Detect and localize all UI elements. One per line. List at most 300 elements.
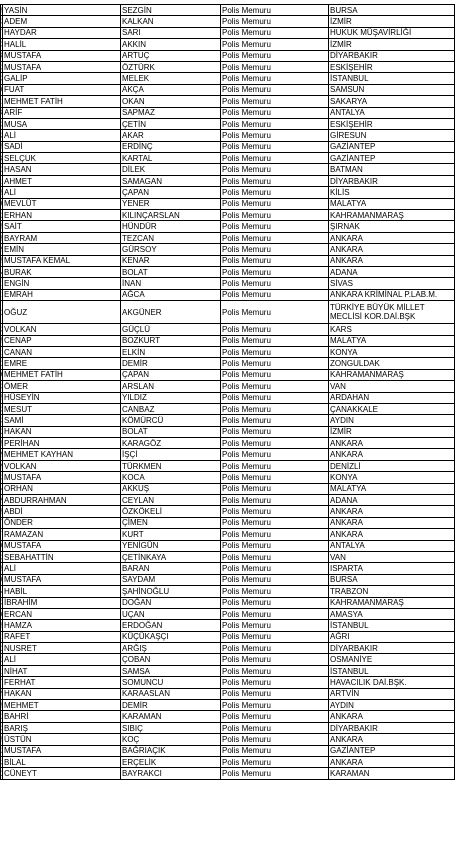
table-row	[1, 654, 455, 665]
table-row	[1, 301, 455, 324]
title-cell: Polis Memuru	[221, 517, 329, 528]
title-cell: Polis Memuru	[221, 551, 329, 562]
table-row	[1, 392, 455, 403]
first-name-cell: RAMAZAN	[3, 529, 121, 540]
first-name-cell: MESUT	[3, 403, 121, 414]
title-cell: Polis Memuru	[221, 563, 329, 574]
first-name-cell: İBRAHİM	[3, 597, 121, 608]
last-name-cell: KARAASLAN	[121, 688, 221, 699]
title-cell: Polis Memuru	[221, 415, 329, 426]
first-name-cell: MUSTAFA	[3, 540, 121, 551]
table-row	[1, 449, 455, 460]
unit-cell: KAHRAMANMARAŞ	[329, 210, 455, 221]
table-row	[1, 5, 455, 16]
first-name-cell: CANAN	[3, 346, 121, 357]
first-name-cell: ENGİN	[3, 278, 121, 289]
table-row	[1, 677, 455, 688]
unit-cell: ANKARA	[329, 757, 455, 768]
table-row	[1, 232, 455, 243]
unit-cell: KAHRAMANMARAŞ	[329, 597, 455, 608]
table-row	[1, 643, 455, 654]
first-name-cell: ADEM	[3, 16, 121, 27]
title-cell: Polis Memuru	[221, 574, 329, 585]
table-row	[1, 631, 455, 642]
unit-cell: ANKARA	[329, 711, 455, 722]
first-name-cell: HAKAN	[3, 426, 121, 437]
table-row	[1, 244, 455, 255]
title-cell: Polis Memuru	[221, 278, 329, 289]
unit-cell: DİYARBAKIR	[329, 722, 455, 733]
table-row	[1, 153, 455, 164]
table-row	[1, 529, 455, 540]
first-name-cell: ERHAN	[3, 210, 121, 221]
title-cell: Polis Memuru	[221, 153, 329, 164]
table-row	[1, 483, 455, 494]
unit-cell: OSMANİYE	[329, 654, 455, 665]
unit-cell: İZMİR	[329, 16, 455, 27]
table-row	[1, 358, 455, 369]
table-row	[1, 289, 455, 300]
first-name-cell: MEHMET FATİH	[3, 96, 121, 107]
first-name-cell: MUSTAFA	[3, 745, 121, 756]
table-row	[1, 266, 455, 277]
first-name-cell: HAKAN	[3, 688, 121, 699]
title-cell: Polis Memuru	[221, 722, 329, 733]
first-name-cell: ORHAN	[3, 483, 121, 494]
table-row	[1, 198, 455, 209]
first-name-cell: SAİT	[3, 221, 121, 232]
unit-cell: KONYA	[329, 346, 455, 357]
table-row	[1, 574, 455, 585]
table-row	[1, 711, 455, 722]
title-cell: Polis Memuru	[221, 61, 329, 72]
title-cell: Polis Memuru	[221, 757, 329, 768]
first-name-cell: ABDURRAHMAN	[3, 495, 121, 506]
unit-cell: ADANA	[329, 495, 455, 506]
unit-cell: İZMİR	[329, 39, 455, 50]
title-cell: Polis Memuru	[221, 472, 329, 483]
first-name-cell: VOLKAN	[3, 324, 121, 335]
first-name-cell: ÜSTÜN	[3, 734, 121, 745]
table-row	[1, 73, 455, 84]
unit-cell: MALATYA	[329, 198, 455, 209]
title-cell: Polis Memuru	[221, 745, 329, 756]
unit-cell: ARDAHAN	[329, 392, 455, 403]
unit-cell: KARS	[329, 324, 455, 335]
unit-cell: DİYARBAKIR	[329, 643, 455, 654]
first-name-cell: HAMZA	[3, 620, 121, 631]
table-row	[1, 768, 455, 779]
title-cell: Polis Memuru	[221, 438, 329, 449]
first-name-cell: CENAP	[3, 335, 121, 346]
first-name-cell: HÜSEYİN	[3, 392, 121, 403]
unit-cell: AYDIN	[329, 700, 455, 711]
first-name-cell: AHMET	[3, 175, 121, 186]
last-name-cell: SOMUNCU	[121, 677, 221, 688]
first-name-cell: FERHAT	[3, 677, 121, 688]
unit-cell: DENİZLİ	[329, 460, 455, 471]
title-cell: Polis Memuru	[221, 198, 329, 209]
unit-cell: ANKARA	[329, 517, 455, 528]
last-name-cell: AĞCA	[121, 289, 221, 300]
last-name-cell: YILDIZ	[121, 392, 221, 403]
table-row	[1, 369, 455, 380]
unit-cell: İZMİR	[329, 426, 455, 437]
title-cell: Polis Memuru	[221, 631, 329, 642]
table-row	[1, 745, 455, 756]
unit-cell: GAZİANTEP	[329, 745, 455, 756]
last-name-cell: KARTAL	[121, 153, 221, 164]
last-name-cell: CEYLAN	[121, 495, 221, 506]
title-cell: Polis Memuru	[221, 358, 329, 369]
table-row	[1, 346, 455, 357]
first-name-cell: SELÇUK	[3, 153, 121, 164]
unit-cell: ADANA	[329, 266, 455, 277]
title-cell: Polis Memuru	[221, 141, 329, 152]
first-name-cell: SAMİ	[3, 415, 121, 426]
last-name-cell: DEMİR	[121, 358, 221, 369]
first-name-cell: ALİ	[3, 187, 121, 198]
unit-cell: VAN	[329, 551, 455, 562]
title-cell: Polis Memuru	[221, 529, 329, 540]
first-name-cell: BURAK	[3, 266, 121, 277]
last-name-cell: İNAN	[121, 278, 221, 289]
table-row	[1, 665, 455, 676]
first-name-cell: MUSTAFA	[3, 61, 121, 72]
title-cell: Polis Memuru	[221, 665, 329, 676]
unit-cell: AYDIN	[329, 415, 455, 426]
table-row	[1, 495, 455, 506]
last-name-cell: KILINÇARSLAN	[121, 210, 221, 221]
last-name-cell: KÜÇÜKAŞÇI	[121, 631, 221, 642]
unit-cell: ANKARA	[329, 529, 455, 540]
first-name-cell: EMİN	[3, 244, 121, 255]
title-cell: Polis Memuru	[221, 335, 329, 346]
unit-cell: ZONGULDAK	[329, 358, 455, 369]
unit-cell: ÇANAKKALE	[329, 403, 455, 414]
title-cell: Polis Memuru	[221, 768, 329, 779]
title-cell: Polis Memuru	[221, 27, 329, 38]
last-name-cell: ERÇELİK	[121, 757, 221, 768]
table-row	[1, 27, 455, 38]
last-name-cell: ŞAHİNOĞLU	[121, 586, 221, 597]
last-name-cell: DİLEK	[121, 164, 221, 175]
unit-cell: GİRESUN	[329, 130, 455, 141]
table-row	[1, 415, 455, 426]
last-name-cell: AKKIN	[121, 39, 221, 50]
first-name-cell: PERİHAN	[3, 438, 121, 449]
unit-cell: ANKARA	[329, 244, 455, 255]
title-cell: Polis Memuru	[221, 96, 329, 107]
last-name-cell: ÇİMEN	[121, 517, 221, 528]
last-name-cell: KOÇ	[121, 734, 221, 745]
last-name-cell: YENİGÜN	[121, 540, 221, 551]
title-cell: Polis Memuru	[221, 232, 329, 243]
unit-cell: ESKİŞEHİR	[329, 118, 455, 129]
title-cell: Polis Memuru	[221, 130, 329, 141]
first-name-cell: ARİF	[3, 107, 121, 118]
title-cell: Polis Memuru	[221, 654, 329, 665]
last-name-cell: BARAN	[121, 563, 221, 574]
first-name-cell: NUSRET	[3, 643, 121, 654]
title-cell: Polis Memuru	[221, 426, 329, 437]
unit-cell: VAN	[329, 381, 455, 392]
unit-cell: KİLİS	[329, 187, 455, 198]
last-name-cell: DEMİR	[121, 700, 221, 711]
table-row	[1, 255, 455, 266]
table-row	[1, 96, 455, 107]
last-name-cell: KÖMÜRCÜ	[121, 415, 221, 426]
table-row	[1, 506, 455, 517]
unit-cell: AMASYA	[329, 608, 455, 619]
unit-cell: ARTVİN	[329, 688, 455, 699]
unit-cell: DİYARBAKIR	[329, 50, 455, 61]
title-cell: Polis Memuru	[221, 688, 329, 699]
first-name-cell: BİLAL	[3, 757, 121, 768]
unit-cell: ISPARTA	[329, 563, 455, 574]
first-name-cell: YASİN	[3, 5, 121, 16]
first-name-cell: CÜNEYT	[3, 768, 121, 779]
unit-cell: ANKARA	[329, 506, 455, 517]
table-row	[1, 426, 455, 437]
unit-cell: ANKARA	[329, 438, 455, 449]
first-name-cell: ALİ	[3, 654, 121, 665]
title-cell: Polis Memuru	[221, 187, 329, 198]
title-cell: Polis Memuru	[221, 586, 329, 597]
title-cell: Polis Memuru	[221, 403, 329, 414]
last-name-cell: SAMAGAN	[121, 175, 221, 186]
last-name-cell: AKÇA	[121, 84, 221, 95]
first-name-cell: ÖMER	[3, 381, 121, 392]
title-cell: Polis Memuru	[221, 734, 329, 745]
first-name-cell: EMRE	[3, 358, 121, 369]
first-name-cell: GALİP	[3, 73, 121, 84]
unit-cell: HUKUK MÜŞAVİRLİĞİ	[329, 27, 455, 38]
title-cell: Polis Memuru	[221, 5, 329, 16]
unit-cell: TRABZON	[329, 586, 455, 597]
last-name-cell: ÇOBAN	[121, 654, 221, 665]
first-name-cell: OĞUZ	[3, 301, 121, 324]
table-row	[1, 563, 455, 574]
last-name-cell: İŞÇİ	[121, 449, 221, 460]
unit-cell: MALATYA	[329, 335, 455, 346]
unit-cell: ESKİŞEHİR	[329, 61, 455, 72]
table-row	[1, 608, 455, 619]
last-name-cell: ARĞIŞ	[121, 643, 221, 654]
first-name-cell: BARIŞ	[3, 722, 121, 733]
title-cell: Polis Memuru	[221, 84, 329, 95]
unit-cell: ANKARA	[329, 734, 455, 745]
last-name-cell: CANBAZ	[121, 403, 221, 414]
first-name-cell: ABDİ	[3, 506, 121, 517]
unit-cell: TÜRKİYE BÜYÜK MİLLET MECLİSİ KOR.DAİ.BŞK	[329, 301, 455, 324]
first-name-cell: MUSTAFA	[3, 472, 121, 483]
last-name-cell: ELKİN	[121, 346, 221, 357]
unit-cell: HAVACILIK DAİ.BŞK.	[329, 677, 455, 688]
table-row	[1, 39, 455, 50]
table-row	[1, 118, 455, 129]
last-name-cell: ARSLAN	[121, 381, 221, 392]
last-name-cell: SARI	[121, 27, 221, 38]
table-row	[1, 61, 455, 72]
table-row	[1, 175, 455, 186]
table-row	[1, 16, 455, 27]
last-name-cell: HÜNDÜR	[121, 221, 221, 232]
unit-cell: BURSA	[329, 574, 455, 585]
table-row	[1, 381, 455, 392]
title-cell: Polis Memuru	[221, 369, 329, 380]
title-cell: Polis Memuru	[221, 460, 329, 471]
table-row	[1, 278, 455, 289]
last-name-cell: BOZKURT	[121, 335, 221, 346]
title-cell: Polis Memuru	[221, 700, 329, 711]
table-row	[1, 586, 455, 597]
last-name-cell: SEZGİN	[121, 5, 221, 16]
unit-cell: BURSA	[329, 5, 455, 16]
unit-cell: ŞIRNAK	[329, 221, 455, 232]
table-row	[1, 757, 455, 768]
table-row	[1, 164, 455, 175]
title-cell: Polis Memuru	[221, 506, 329, 517]
first-name-cell: MEVLÜT	[3, 198, 121, 209]
unit-cell: GAZİANTEP	[329, 141, 455, 152]
last-name-cell: ÇAPAN	[121, 369, 221, 380]
last-name-cell: KENAR	[121, 255, 221, 266]
first-name-cell: HALİL	[3, 39, 121, 50]
table-row	[1, 472, 455, 483]
first-name-cell: MEHMET	[3, 700, 121, 711]
title-cell: Polis Memuru	[221, 483, 329, 494]
title-cell: Polis Memuru	[221, 221, 329, 232]
first-name-cell: ALİ	[3, 130, 121, 141]
title-cell: Polis Memuru	[221, 392, 329, 403]
first-name-cell: MEHMET KAYHAN	[3, 449, 121, 460]
unit-cell: AĞRI	[329, 631, 455, 642]
personnel-sheet	[0, 4, 454, 780]
first-name-cell: MEHMET FATİH	[3, 369, 121, 380]
last-name-cell: TEZCAN	[121, 232, 221, 243]
first-name-cell: FUAT	[3, 84, 121, 95]
last-name-cell: BOLAT	[121, 266, 221, 277]
first-name-cell: MUSA	[3, 118, 121, 129]
first-name-cell: MUSTAFA	[3, 50, 121, 61]
table-row	[1, 210, 455, 221]
unit-cell: GAZİANTEP	[329, 153, 455, 164]
title-cell: Polis Memuru	[221, 324, 329, 335]
title-cell: Polis Memuru	[221, 244, 329, 255]
title-cell: Polis Memuru	[221, 608, 329, 619]
unit-cell: ANTALYA	[329, 107, 455, 118]
title-cell: Polis Memuru	[221, 381, 329, 392]
table-row	[1, 335, 455, 346]
first-name-cell: HASAN	[3, 164, 121, 175]
last-name-cell: BOLAT	[121, 426, 221, 437]
last-name-cell: TÜRKMEN	[121, 460, 221, 471]
unit-cell: ANKARA	[329, 449, 455, 460]
unit-cell: SİVAS	[329, 278, 455, 289]
first-name-cell: MUSTAFA KEMAL	[3, 255, 121, 266]
title-cell: Polis Memuru	[221, 39, 329, 50]
first-name-cell: VOLKAN	[3, 460, 121, 471]
table-row	[1, 722, 455, 733]
unit-cell: MALATYA	[329, 483, 455, 494]
title-cell: Polis Memuru	[221, 711, 329, 722]
last-name-cell: BAĞRIAÇIK	[121, 745, 221, 756]
last-name-cell: ERDİNÇ	[121, 141, 221, 152]
table-row	[1, 460, 455, 471]
first-name-cell: RAFET	[3, 631, 121, 642]
last-name-cell: ÖZKÖKELİ	[121, 506, 221, 517]
last-name-cell: GÜRSOY	[121, 244, 221, 255]
last-name-cell: SAMSA	[121, 665, 221, 676]
first-name-cell: MUSTAFA	[3, 574, 121, 585]
first-name-cell: ÖNDER	[3, 517, 121, 528]
last-name-cell: KURT	[121, 529, 221, 540]
first-name-cell: BAHRİ	[3, 711, 121, 722]
title-cell: Polis Memuru	[221, 266, 329, 277]
title-cell: Polis Memuru	[221, 210, 329, 221]
title-cell: Polis Memuru	[221, 449, 329, 460]
table-row	[1, 141, 455, 152]
title-cell: Polis Memuru	[221, 495, 329, 506]
last-name-cell: AKKUŞ	[121, 483, 221, 494]
unit-cell: İSTANBUL	[329, 620, 455, 631]
table-row	[1, 517, 455, 528]
first-name-cell: SADİ	[3, 141, 121, 152]
title-cell: Polis Memuru	[221, 164, 329, 175]
last-name-cell: KARAMAN	[121, 711, 221, 722]
last-name-cell: MELEK	[121, 73, 221, 84]
title-cell: Polis Memuru	[221, 301, 329, 324]
table-row	[1, 688, 455, 699]
last-name-cell: GÜÇLÜ	[121, 324, 221, 335]
last-name-cell: ÇETİNKAYA	[121, 551, 221, 562]
title-cell: Polis Memuru	[221, 597, 329, 608]
unit-cell: DİYARBAKIR	[329, 175, 455, 186]
unit-cell: BATMAN	[329, 164, 455, 175]
unit-cell: ANKARA	[329, 232, 455, 243]
table-row	[1, 403, 455, 414]
first-name-cell: NİHAT	[3, 665, 121, 676]
unit-cell: İSTANBUL	[329, 73, 455, 84]
last-name-cell: SAPMAZ	[121, 107, 221, 118]
last-name-cell: ERDOĞAN	[121, 620, 221, 631]
table-body	[1, 5, 455, 780]
first-name-cell: BAYRAM	[3, 232, 121, 243]
last-name-cell: YENER	[121, 198, 221, 209]
title-cell: Polis Memuru	[221, 118, 329, 129]
first-name-cell: ERCAN	[3, 608, 121, 619]
unit-cell: İSTANBUL	[329, 665, 455, 676]
first-name-cell: ALİ	[3, 563, 121, 574]
unit-cell: SAKARYA	[329, 96, 455, 107]
table-row	[1, 221, 455, 232]
table-row	[1, 84, 455, 95]
last-name-cell: AKAR	[121, 130, 221, 141]
table-row	[1, 551, 455, 562]
title-cell: Polis Memuru	[221, 16, 329, 27]
first-name-cell: SEBAHATTİN	[3, 551, 121, 562]
table-row	[1, 620, 455, 631]
last-name-cell: KALKAN	[121, 16, 221, 27]
title-cell: Polis Memuru	[221, 620, 329, 631]
table-row	[1, 50, 455, 61]
last-name-cell: ÖZTÜRK	[121, 61, 221, 72]
first-name-cell: HAYDAR	[3, 27, 121, 38]
unit-cell: ANKARA	[329, 255, 455, 266]
unit-cell: KAHRAMANMARAŞ	[329, 369, 455, 380]
personnel-table	[0, 4, 455, 780]
